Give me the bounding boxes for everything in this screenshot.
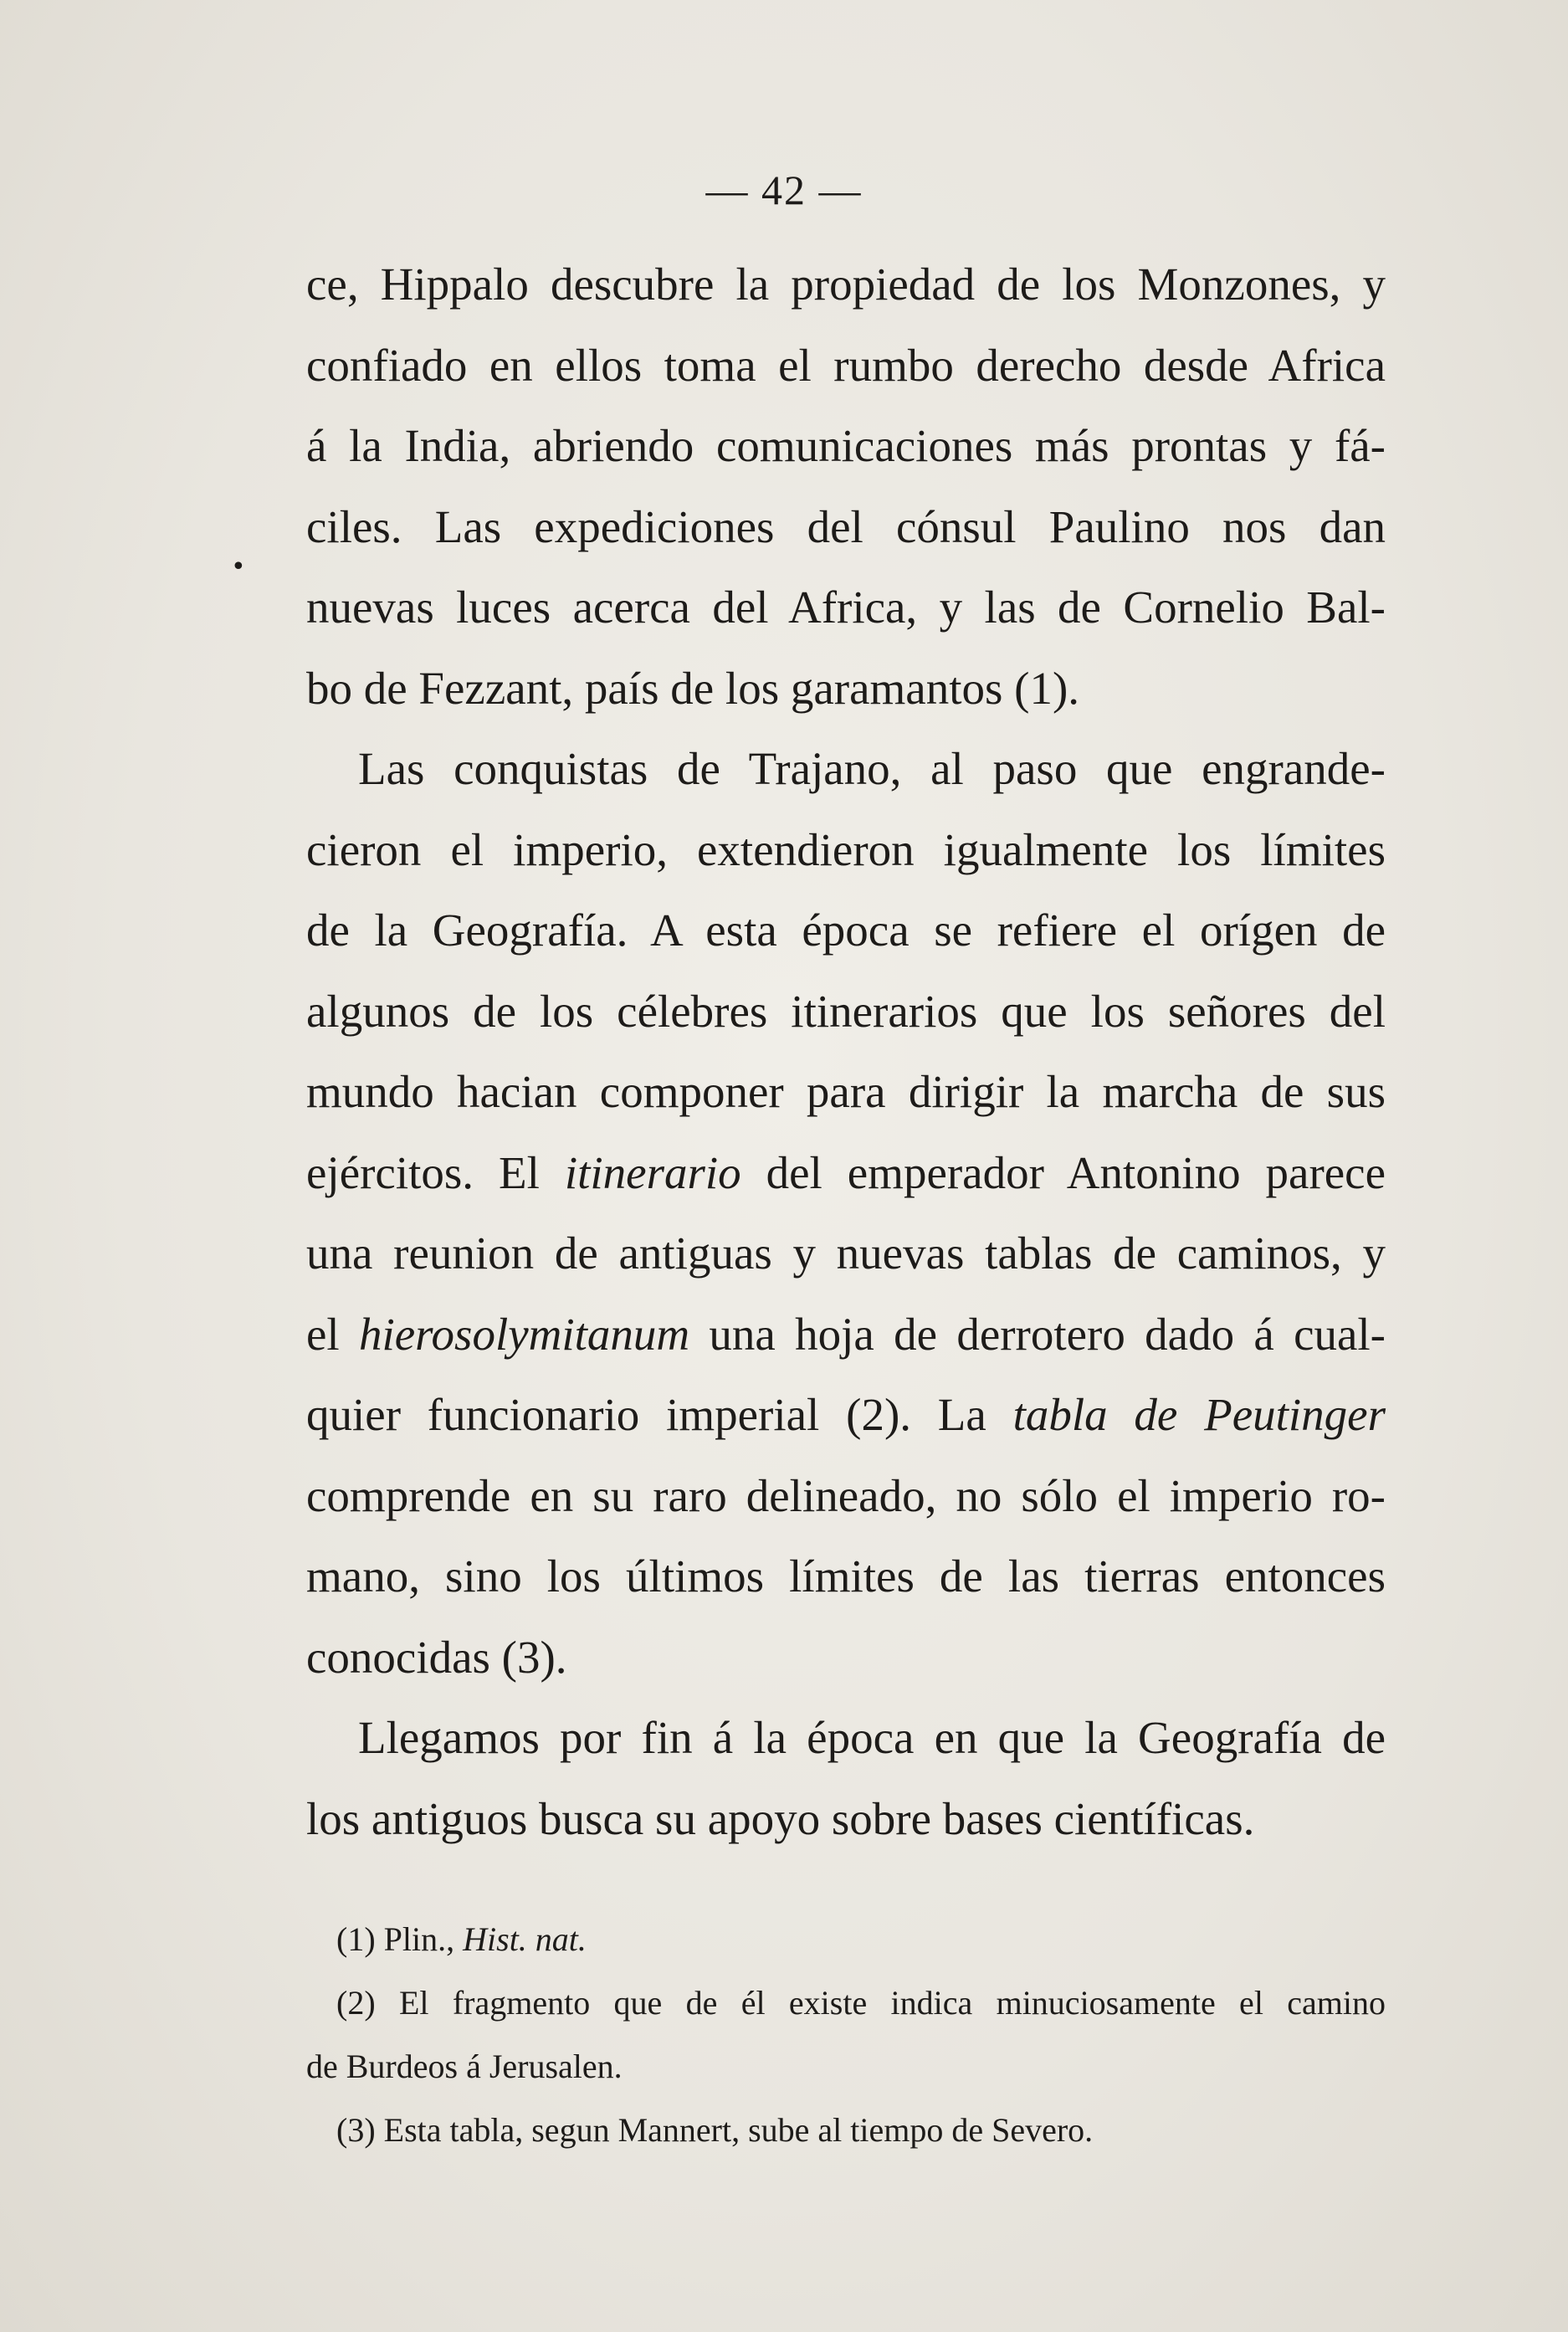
paragraph xyxy=(306,729,1386,1698)
footnote-2-line-2: de Burdeos á Jerusalen. xyxy=(306,2048,623,2085)
text-line: nuevas luces acerca del Africa, y las de Cornelio Bal- xyxy=(306,582,1386,633)
text-line: mundo hacian componer para dirigir la marcha de sus xyxy=(306,1066,1386,1117)
main-text xyxy=(306,244,1386,1859)
text-line: mano, sino los últimos límites de las tierras entonces xyxy=(306,1550,1386,1602)
text-line: de la Geografía. A esta época se refiere el orígen de xyxy=(306,905,1386,956)
text-line: comprende en su raro delineado, no sólo el imperio ro- xyxy=(306,1469,1386,1521)
text-line: los antiguos busca su apoyo sobre bases científicas. xyxy=(306,1792,1255,1844)
text-line: el hierosolymitanum una hoja de derrotero dado á cual- xyxy=(306,1308,1386,1360)
text-line: Llegamos por fin á la época en que la Geografía de xyxy=(358,1712,1386,1763)
footnote-2-line-1: (2) El fragmento que de él existe indica minuciosamente el camino xyxy=(336,1984,1386,2022)
paragraph xyxy=(306,244,1386,729)
footnote-3: (3) Esta tabla, segun Mannert, sube al tiempo de Severo. xyxy=(336,2111,1094,2149)
text-line: quier funcionario imperial (2). La tabla de Peutinger xyxy=(306,1389,1386,1440)
text-line: cieron el imperio, extendieron igualmente los límites xyxy=(306,823,1386,875)
text-line: confiado en ellos toma el rumbo derecho desde Africa xyxy=(306,339,1386,391)
text-line: á la India, abriendo comunicaciones más prontas y fá- xyxy=(306,420,1386,471)
text-line: ciles. Las expediciones del cónsul Paulino nos dan xyxy=(306,500,1386,552)
paragraph xyxy=(306,1698,1386,1859)
text-line: ce, Hippalo descubre la propiedad de los Monzones, y xyxy=(306,259,1386,310)
text-line: una reunion de antiguas y nuevas tablas de caminos, y xyxy=(306,1228,1386,1279)
text-line: ejércitos. El itinerario del emperador Antonino parece xyxy=(306,1146,1386,1198)
footnotes xyxy=(306,1908,1386,2162)
text-line: algunos de los célebres itinerarios que los señores del xyxy=(306,985,1386,1037)
page-number: — 42 — xyxy=(705,167,863,213)
text-line: bo de Fezzant, país de los garamantos (1). xyxy=(306,662,1080,714)
margin-speck: • xyxy=(231,552,246,582)
footnote-1: (1) Plin., Hist. nat. xyxy=(336,1920,587,1958)
text-line: conocidas (3). xyxy=(306,1631,567,1683)
text-line: Las conquistas de Trajano, al paso que engrande- xyxy=(358,743,1386,794)
